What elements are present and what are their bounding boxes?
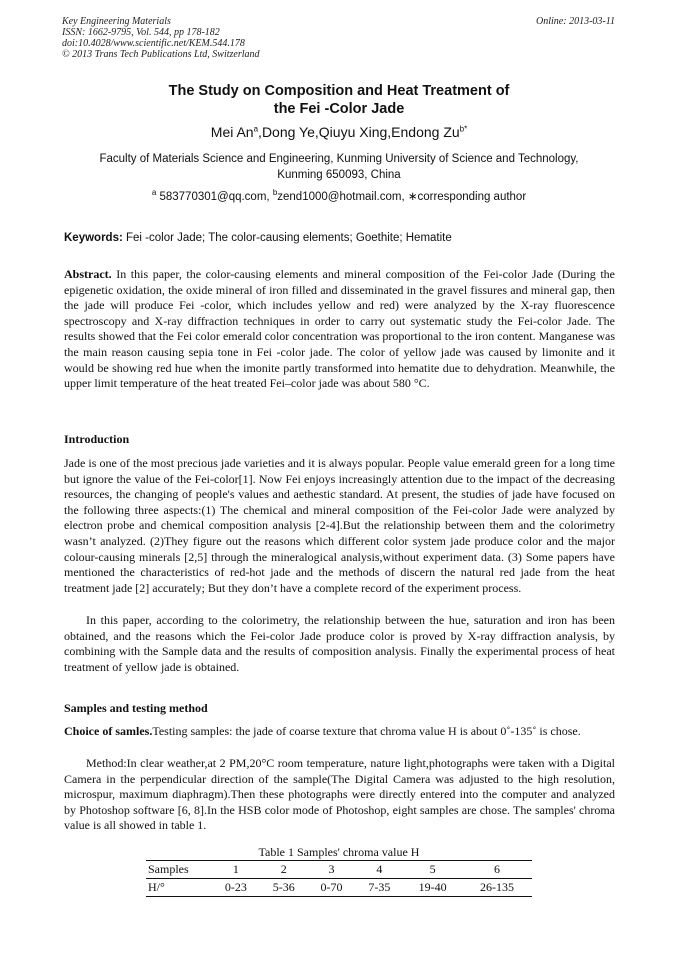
table-row: [146, 879, 532, 897]
keywords-label: Keywords:: [64, 232, 123, 244]
author-name: Dong Ye: [261, 124, 315, 140]
introduction-paragraph-2: In this paper, according to the colorimetry, the relationship between the hue, saturation and iron has been obtained, and the reasons which the Fei-color Jade produce color is proved by X-ray diffraction analysis, by combining with the Sample data and the results of composition analysis. Finally the experimental process of heat treatment of yellow jade is obtained.: [64, 613, 615, 674]
affiliation-line1: Faculty of Materials Science and Engineering, Kunming University of Science and Technology,: [99, 153, 579, 165]
table-cell: 26-135: [462, 879, 532, 897]
samples-choice-label: Choice of samles.: [64, 724, 153, 738]
table-cell: 19-40: [403, 879, 462, 897]
table-header-row: [146, 861, 532, 879]
keywords: [64, 232, 452, 244]
samples-choice-text: Testing samples: the jade of coarse texture that chroma value H is about 0˚-135˚ is chose.: [152, 724, 581, 738]
issn-line: ISSN: 1662-9795, Vol. 544, pp 178-182: [62, 27, 220, 38]
author-sup: b*: [459, 124, 468, 134]
introduction-heading: Introduction: [64, 432, 130, 446]
email-a: 583770301@qq.com,: [156, 190, 273, 203]
table-header-cell: 5: [403, 861, 462, 879]
table-header-cell: 1: [212, 861, 260, 879]
samples-heading: Samples and testing method: [64, 701, 208, 715]
author-name: Endong Zu: [391, 124, 460, 140]
keywords-text: Fei -color Jade; The color-causing elements; Goethite; Hematite: [122, 232, 452, 244]
online-date: Online: 2013-03-11: [536, 16, 615, 27]
samples-chroma-table: [146, 860, 532, 897]
author-list: Mei An$^a$,Dong Ye,Qiuyu Xing,Endong $Zu^{b*}$: [210, 124, 468, 140]
author-emails: [0, 188, 678, 203]
samples-choice-paragraph: [64, 724, 615, 740]
samples-method-paragraph: Method:In clear weather,at 2 PM,20°C room temperature, nature light,photographs were taken with a Digital Camera in the perpendicular direction of the sample(The Digital Camera was adjusted to the high resolution, microspur, maximum diaphragm).Then these photographs were directly entered into the computer and analyzed by Photoshop software [6, 8].In the HSB color mode of Photoshop, eight samples are chose. The samples' chroma value is all showed in table 1.: [64, 756, 615, 833]
abstract-text: In this paper, the color-causing elements and mineral composition of the Fei-color Jade (During the epigenetic oxidation, the oxide mineral of iron filled and disseminated in the gravel fissures and mineral gap, then the jade will produce Fei -color, which includes yellow and red) were analyzed by the X-ray fluorescence spectroscopy and X-ray diffraction techniques in order to carry out systematic study the Fei-color Jade. The results showed that the Fei color emerald color concentration was proportional to the iron content. Manganese was the main reason causing sepia tone in Fei -color jade. The color of yellow jade was caused by limonite and it would be showing red hue when the imonite partly transformed into hematite due to dehydration. Meanwhile, the upper limit temperature of the heat treated Fei–color jade was about 580 °C.: [64, 267, 615, 391]
table-header-cell: Samples: [146, 861, 212, 879]
copyright-line: © 2013 Trans Tech Publications Ltd, Switzerland: [62, 49, 260, 60]
doi-line: doi:10.4028/www.scientific.net/KEM.544.178: [62, 38, 245, 49]
table-cell: H/°: [146, 879, 212, 897]
paper-title-line2: the Fei -Color Jade: [273, 101, 405, 117]
affiliation: [0, 151, 678, 183]
author-name: Qiuyu Xing: [318, 124, 388, 140]
affiliation-line2: Kunming 650093, China: [277, 169, 401, 181]
table-header-cell: 3: [308, 861, 356, 879]
table-header-cell: 2: [260, 861, 308, 879]
author-sup: a: [253, 124, 259, 134]
table-cell: 0-23: [212, 879, 260, 897]
table-header-cell: 4: [355, 861, 403, 879]
table-cell: 0-70: [308, 879, 356, 897]
introduction-paragraph-1: Jade is one of the most precious jade varieties and it is always popular. People value emerald green for a long time but ignore the value of the Fei-color[1]. Now Fei enjoys increasingly attention due to the impact of the decreasing resources, the changing of people's values and aethestic standard. At present, the studies of jade have focused on the following three aspects:(1) The chemical and mineral composition of the Fei-color Jade were analyzed by electron probe and chemical composition analysis [2-4].But the relationship between them and the colorimetry wasn’t analyzed. (2)They figure out the reasons which different color system jade produce color and the major colour-causing minerals [2,5] through the mineralogical analysis,without experiment data. (3) Some papers have mentioned the characteristics of red-hot jade and the methods of discern the natural red jade from the heat treatment jade [2] accurately; But they don’t have a complete record of the experiment process.: [64, 456, 615, 595]
table-caption: Table 1 Samples' chroma value H: [258, 845, 420, 859]
paper-title-line1: The Study on Composition and Heat Treatment of: [168, 83, 510, 99]
journal-header: [62, 16, 260, 60]
email-sup-a: a: [151, 188, 157, 197]
email-sup-b: b: [272, 188, 278, 197]
journal-name: Key Engineering Materials: [62, 16, 171, 27]
abstract-label: Abstract.: [64, 267, 112, 281]
table-cell: 5-36: [260, 879, 308, 897]
author-name: Mei An: [210, 124, 254, 140]
table-cell: 7-35: [355, 879, 403, 897]
abstract-paragraph: [64, 267, 615, 392]
table-header-cell: 6: [462, 861, 532, 879]
email-b: zend1000@hotmail.com, ∗corresponding author: [277, 190, 527, 203]
